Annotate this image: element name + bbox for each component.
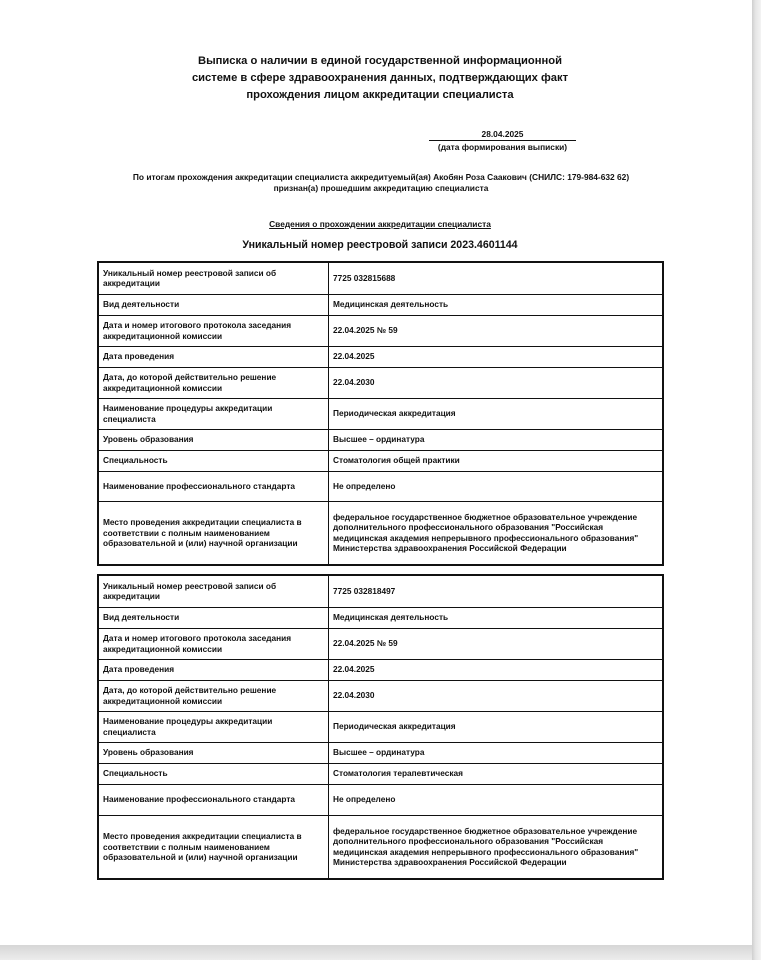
table-row xyxy=(98,815,663,879)
row-label: Специальность xyxy=(98,763,329,784)
row-value: Медицинская деятельность xyxy=(329,607,664,628)
row-value: 22.04.2025 xyxy=(329,659,664,680)
title-line: системе в сфере здравоохранения данных, подтверждающих факт xyxy=(191,72,569,84)
date-block xyxy=(425,129,580,152)
row-value: федеральное государственное бюджетное образовательное учреждение дополнительного профессионального образования "Российская медицинская академия непрерывного профессионального образования" Министерства здравоохранения Российской Федерации xyxy=(329,815,664,879)
table-row xyxy=(98,398,663,429)
table-row xyxy=(98,429,663,450)
registry-title: Уникальный номер реестровой записи 2023.4601144 xyxy=(242,239,518,251)
row-label: Вид деятельности xyxy=(98,607,329,628)
section-heading: Сведения о прохождении аккредитации специалиста xyxy=(269,219,491,229)
table-row xyxy=(98,294,663,315)
accreditation-table xyxy=(97,261,664,566)
accreditation-table xyxy=(97,574,664,880)
row-label: Место проведения аккредитации специалиста в соответствии с полным наименованием образовательной и (или) научной организации xyxy=(98,501,329,565)
page-edge-shadow xyxy=(752,0,761,960)
table-row xyxy=(98,659,663,680)
table-row xyxy=(98,367,663,398)
row-label: Дата и номер итогового протокола заседания аккредитационной комиссии xyxy=(98,628,329,659)
page-bottom-shadow xyxy=(0,945,752,960)
row-value: Периодическая аккредитация xyxy=(329,398,664,429)
row-value: 22.04.2025 № 59 xyxy=(329,315,664,346)
row-label: Уникальный номер реестровой записи об аккредитации xyxy=(98,262,329,294)
row-label: Наименование процедуры аккредитации специалиста xyxy=(98,711,329,742)
row-label: Наименование профессионального стандарта xyxy=(98,471,329,501)
row-label: Дата проведения xyxy=(98,346,329,367)
title-line: прохождения лицом аккредитации специалиста xyxy=(246,89,514,101)
row-value: 7725 032818497 xyxy=(329,575,664,607)
table-row xyxy=(98,450,663,471)
row-value: Не определено xyxy=(329,471,664,501)
row-label: Вид деятельности xyxy=(98,294,329,315)
table-row xyxy=(98,346,663,367)
intro-text xyxy=(96,172,666,194)
table-row xyxy=(98,763,663,784)
row-value: 22.04.2030 xyxy=(329,680,664,711)
row-label: Дата проведения xyxy=(98,659,329,680)
row-label: Наименование процедуры аккредитации специалиста xyxy=(98,398,329,429)
table-row xyxy=(98,501,663,565)
table-row xyxy=(98,607,663,628)
row-value: Медицинская деятельность xyxy=(329,294,664,315)
row-label: Уровень образования xyxy=(98,429,329,450)
row-value: Высшее – ординатура xyxy=(329,742,664,763)
row-label: Наименование профессионального стандарта xyxy=(98,784,329,815)
row-value: 7725 032815688 xyxy=(329,262,664,294)
table-row xyxy=(98,742,663,763)
row-label: Место проведения аккредитации специалиста в соответствии с полным наименованием образовательной и (или) научной организации xyxy=(98,815,329,879)
intro-line: По итогам прохождения аккредитации специалиста аккредитуемый(ая) Акобян Роза Саакович (СНИЛС: 179-984-632 62) xyxy=(132,172,630,182)
row-label: Уровень образования xyxy=(98,742,329,763)
document-date: 28.04.2025 xyxy=(429,129,576,141)
row-value: Стоматология терапевтическая xyxy=(329,763,664,784)
row-value: Стоматология общей практики xyxy=(329,450,664,471)
row-value: 22.04.2025 № 59 xyxy=(329,628,664,659)
row-label: Дата, до которой действительно решение аккредитационной комиссии xyxy=(98,680,329,711)
row-value: Не определено xyxy=(329,784,664,815)
row-value: федеральное государственное бюджетное образовательное учреждение дополнительного профессионального образования "Российская медицинская академия непрерывного профессионального образования" Министерства здравоохранения Российской Федерации xyxy=(329,501,664,565)
row-label: Уникальный номер реестровой записи об аккредитации xyxy=(98,575,329,607)
table-row xyxy=(98,680,663,711)
table-row xyxy=(98,315,663,346)
table-row xyxy=(98,711,663,742)
row-label: Дата и номер итогового протокола заседания аккредитационной комиссии xyxy=(98,315,329,346)
date-caption: (дата формирования выписки) xyxy=(437,142,568,152)
table-row xyxy=(98,471,663,501)
table-row xyxy=(98,628,663,659)
table-row xyxy=(98,575,663,607)
row-value: 22.04.2030 xyxy=(329,367,664,398)
document-title xyxy=(150,53,610,104)
title-line: Выписка о наличии в единой государственной информационной xyxy=(198,55,562,67)
table-row xyxy=(98,262,663,294)
row-value: Периодическая аккредитация xyxy=(329,711,664,742)
row-label: Специальность xyxy=(98,450,329,471)
row-label: Дата, до которой действительно решение аккредитационной комиссии xyxy=(98,367,329,398)
row-value: Высшее – ординатура xyxy=(329,429,664,450)
row-value: 22.04.2025 xyxy=(329,346,664,367)
intro-line: признан(а) прошедшим аккредитацию специалиста xyxy=(273,183,489,193)
table-row xyxy=(98,784,663,815)
